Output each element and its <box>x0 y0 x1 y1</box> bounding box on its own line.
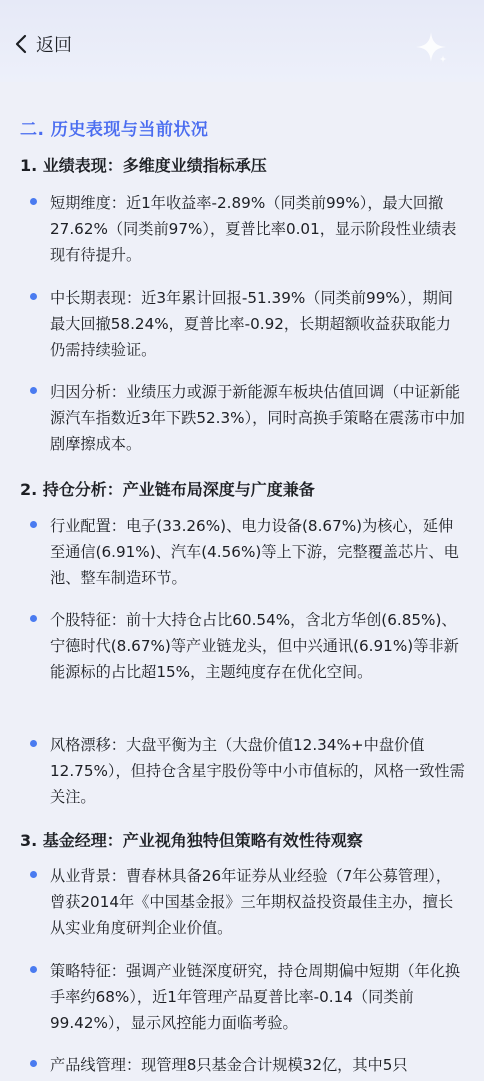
sparkle-icon <box>414 30 448 64</box>
bullet-dot-icon <box>30 198 37 205</box>
list-item: 短期维度：近1年收益率-2.89%（同类前99%），最大回撤27.62%（同类前97%），夏普比率0.01，显示阶段性业绩表现有待提升。 <box>30 190 466 268</box>
group-heading-3: 3. 基金经理：产业视角独特但策略有效性待观察 <box>20 831 363 850</box>
bullet-dot-icon <box>30 740 37 747</box>
bullet-dot-icon <box>30 871 37 878</box>
bullet-dot-icon <box>30 1060 37 1067</box>
list-item: 行业配置：电子(33.26%)、电力设备(8.67%)为核心，延伸至通信(6.91%)、汽车(4.56%)等上下游，完整覆盖芯片、电池、整车制造环节。 <box>30 513 466 591</box>
section-title: 二. 历史表现与当前状况 <box>20 120 209 140</box>
bullet-dot-icon <box>30 966 37 973</box>
bullet-dot-icon <box>30 387 37 394</box>
group-heading-1: 1. 业绩表现：多维度业绩指标承压 <box>20 156 267 175</box>
top-bar <box>0 0 484 82</box>
list-item: 风格漂移：大盘平衡为主（大盘价值12.34%+中盘价值12.75%），但持仓含星宇股份等中小市值标的，风格一致性需关注。 <box>30 732 466 810</box>
group-heading-2: 2. 持仓分析：产业链布局深度与广度兼备 <box>20 480 315 499</box>
list-item: 个股特征：前十大持仓占比60.54%，含北方华创(6.85%)、宁德时代(8.67%)等产业链龙头，但中兴通讯(6.91%)等非新能源标的占比超15%，主题纯度存在优化空间。 <box>30 607 466 685</box>
back-label: 返回 <box>36 35 72 56</box>
bullet-dot-icon <box>30 293 37 300</box>
bullet-dot-icon <box>30 615 37 622</box>
back-button[interactable] <box>14 30 72 58</box>
list-item: 策略特征：强调产业链深度研究，持仓周期偏中短期（年化换手率约68%），近1年管理产品夏普比率-0.14（同类前99.42%），显示风控能力面临考验。 <box>30 958 466 1036</box>
list-item: 归因分析：业绩压力或源于新能源车板块估值回调（中证新能源汽车指数近3年下跌52.3%），同时高换手策略在震荡市中加剧摩擦成本。 <box>30 379 466 457</box>
list-item: 从业背景：曹春林具备26年证券从业经验（7年公募管理），曾获2014年《中国基金报》三年期权益投资最佳主办，擅长从实业角度研判企业价值。 <box>30 863 466 941</box>
bullet-dot-icon <box>30 521 37 528</box>
list-item: 产品线管理：现管理8只基金合计规模32亿，其中5只 <box>30 1052 466 1078</box>
list-item: 中长期表现：近3年累计回报-51.39%（同类前99%），期间最大回撤58.24%，夏普比率-0.92，长期超额收益获取能力仍需持续验证。 <box>30 285 466 363</box>
chevron-left-icon <box>14 34 28 54</box>
